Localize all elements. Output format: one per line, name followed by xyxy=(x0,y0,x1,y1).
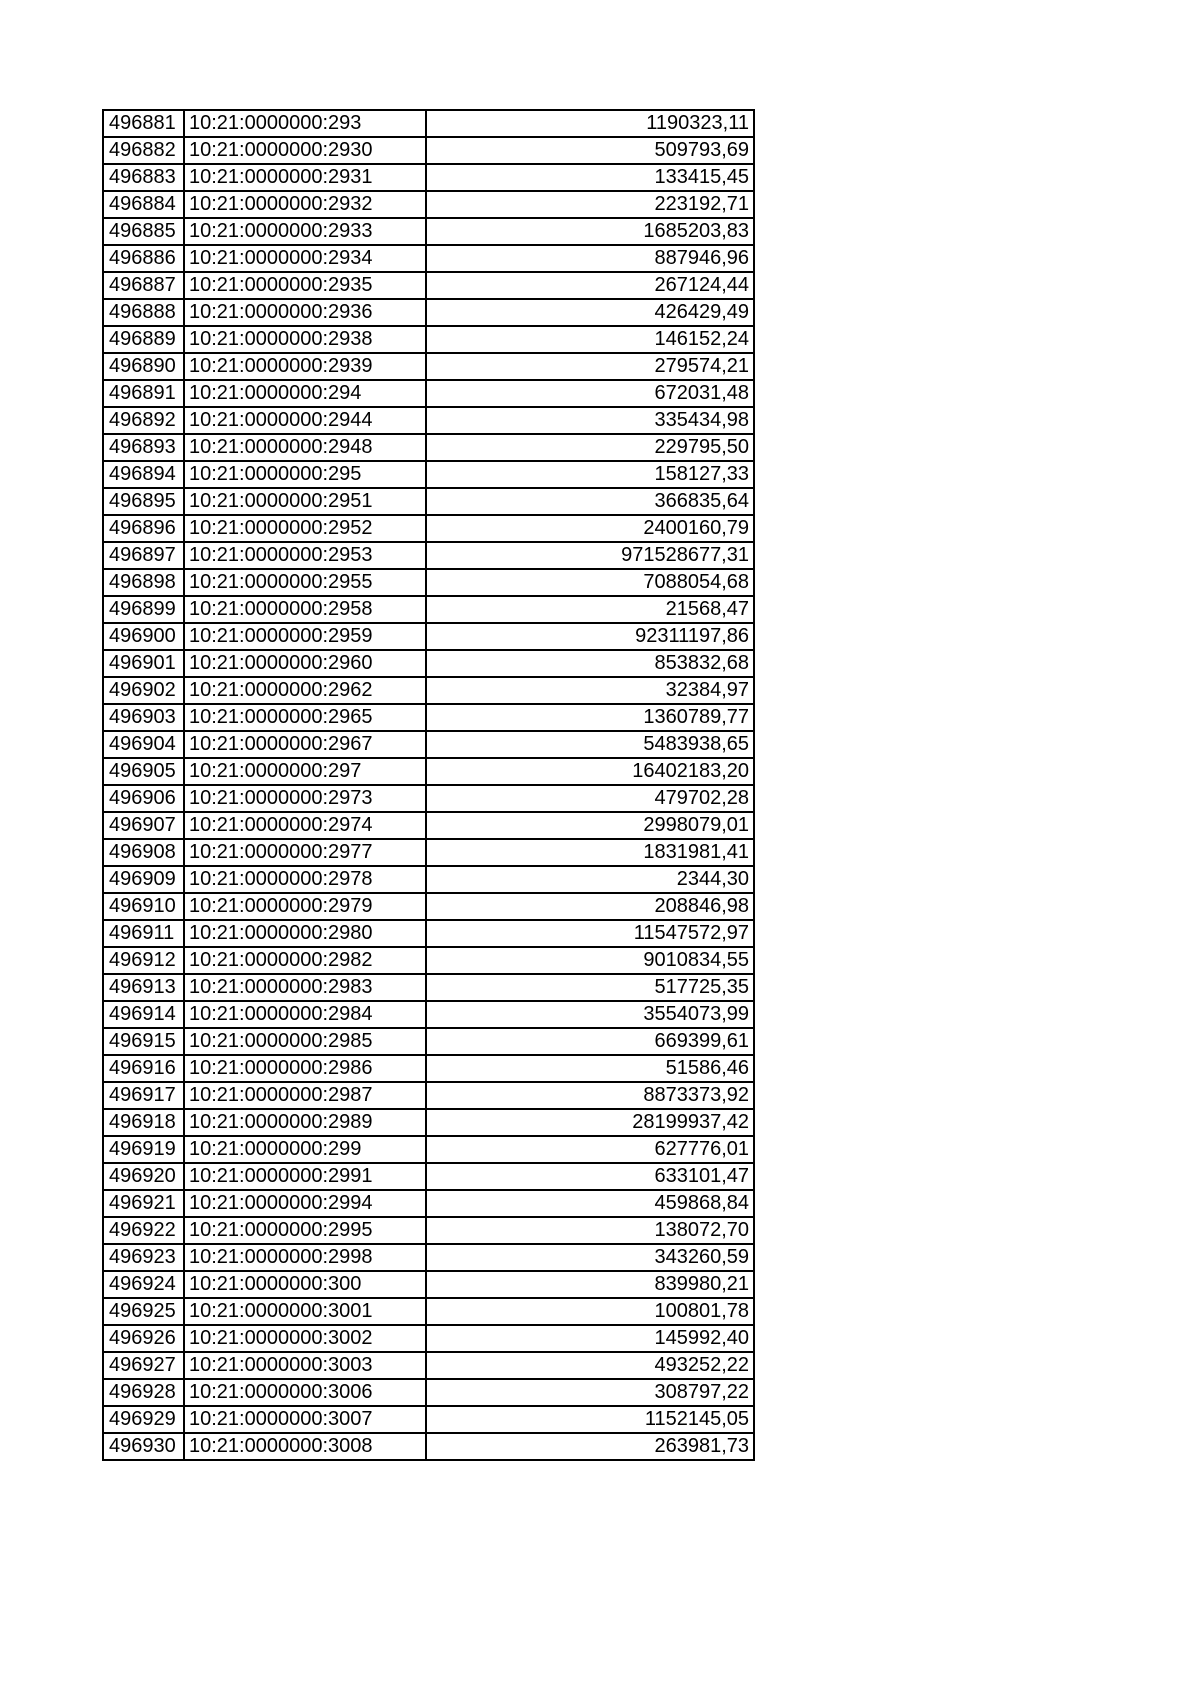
table-row xyxy=(103,434,754,461)
row-id-cell: 496905 xyxy=(103,758,184,785)
table-row xyxy=(103,1082,754,1109)
value-cell: 1831981,41 xyxy=(426,839,754,866)
value-cell: 100801,78 xyxy=(426,1298,754,1325)
table-row xyxy=(103,1244,754,1271)
table-row xyxy=(103,110,754,137)
value-cell: 853832,68 xyxy=(426,650,754,677)
cadastral-number-cell: 10:21:0000000:2962 xyxy=(184,677,426,704)
value-cell: 1152145,05 xyxy=(426,1406,754,1433)
table-row xyxy=(103,947,754,974)
value-cell: 517725,35 xyxy=(426,974,754,1001)
value-cell: 343260,59 xyxy=(426,1244,754,1271)
row-id-cell: 496910 xyxy=(103,893,184,920)
row-id-cell: 496921 xyxy=(103,1190,184,1217)
cadastral-number-cell: 10:21:0000000:2979 xyxy=(184,893,426,920)
cadastral-number-cell: 10:21:0000000:293 xyxy=(184,110,426,137)
table-row xyxy=(103,542,754,569)
value-cell: 1685203,83 xyxy=(426,218,754,245)
table-row xyxy=(103,407,754,434)
table-row xyxy=(103,731,754,758)
table-row xyxy=(103,1001,754,1028)
row-id-cell: 496885 xyxy=(103,218,184,245)
value-cell: 839980,21 xyxy=(426,1271,754,1298)
table-row xyxy=(103,596,754,623)
table-row xyxy=(103,245,754,272)
table-row xyxy=(103,299,754,326)
table-row xyxy=(103,623,754,650)
row-id-cell: 496887 xyxy=(103,272,184,299)
value-cell: 5483938,65 xyxy=(426,731,754,758)
value-cell: 7088054,68 xyxy=(426,569,754,596)
cadastral-number-cell: 10:21:0000000:2955 xyxy=(184,569,426,596)
cadastral-number-cell: 10:21:0000000:2989 xyxy=(184,1109,426,1136)
table-row xyxy=(103,839,754,866)
cadastral-number-cell: 10:21:0000000:2977 xyxy=(184,839,426,866)
table-row xyxy=(103,1028,754,1055)
value-cell: 158127,33 xyxy=(426,461,754,488)
table-row xyxy=(103,191,754,218)
row-id-cell: 496903 xyxy=(103,704,184,731)
table-row xyxy=(103,974,754,1001)
cadastral-number-cell: 10:21:0000000:299 xyxy=(184,1136,426,1163)
row-id-cell: 496927 xyxy=(103,1352,184,1379)
table-row xyxy=(103,677,754,704)
value-cell: 145992,40 xyxy=(426,1325,754,1352)
value-cell: 3554073,99 xyxy=(426,1001,754,1028)
cadastral-number-cell: 10:21:0000000:2952 xyxy=(184,515,426,542)
cadastral-number-cell: 10:21:0000000:2932 xyxy=(184,191,426,218)
cadastral-number-cell: 10:21:0000000:3006 xyxy=(184,1379,426,1406)
row-id-cell: 496925 xyxy=(103,1298,184,1325)
cadastral-number-cell: 10:21:0000000:2944 xyxy=(184,407,426,434)
row-id-cell: 496889 xyxy=(103,326,184,353)
cadastral-number-cell: 10:21:0000000:2983 xyxy=(184,974,426,1001)
row-id-cell: 496888 xyxy=(103,299,184,326)
cadastral-number-cell: 10:21:0000000:297 xyxy=(184,758,426,785)
row-id-cell: 496896 xyxy=(103,515,184,542)
data-table xyxy=(102,109,755,1461)
cadastral-number-cell: 10:21:0000000:2934 xyxy=(184,245,426,272)
table-row xyxy=(103,1055,754,1082)
value-cell: 1190323,11 xyxy=(426,110,754,137)
value-cell: 2998079,01 xyxy=(426,812,754,839)
cadastral-number-cell: 10:21:0000000:300 xyxy=(184,1271,426,1298)
table-row xyxy=(103,920,754,947)
cadastral-number-cell: 10:21:0000000:2985 xyxy=(184,1028,426,1055)
cadastral-number-cell: 10:21:0000000:2933 xyxy=(184,218,426,245)
row-id-cell: 496930 xyxy=(103,1433,184,1460)
value-cell: 138072,70 xyxy=(426,1217,754,1244)
table-row xyxy=(103,380,754,407)
value-cell: 51586,46 xyxy=(426,1055,754,1082)
cadastral-number-cell: 10:21:0000000:2994 xyxy=(184,1190,426,1217)
table-row xyxy=(103,1271,754,1298)
row-id-cell: 496913 xyxy=(103,974,184,1001)
value-cell: 21568,47 xyxy=(426,596,754,623)
table-row xyxy=(103,812,754,839)
row-id-cell: 496906 xyxy=(103,785,184,812)
table-row xyxy=(103,1217,754,1244)
cadastral-number-cell: 10:21:0000000:2959 xyxy=(184,623,426,650)
row-id-cell: 496894 xyxy=(103,461,184,488)
cadastral-number-cell: 10:21:0000000:2953 xyxy=(184,542,426,569)
cadastral-number-cell: 10:21:0000000:2939 xyxy=(184,353,426,380)
value-cell: 509793,69 xyxy=(426,137,754,164)
cadastral-number-cell: 10:21:0000000:2986 xyxy=(184,1055,426,1082)
table-row xyxy=(103,1163,754,1190)
row-id-cell: 496892 xyxy=(103,407,184,434)
cadastral-number-cell: 10:21:0000000:3001 xyxy=(184,1298,426,1325)
value-cell: 263981,73 xyxy=(426,1433,754,1460)
cadastral-number-cell: 10:21:0000000:2948 xyxy=(184,434,426,461)
value-cell: 459868,84 xyxy=(426,1190,754,1217)
cadastral-number-cell: 10:21:0000000:2978 xyxy=(184,866,426,893)
row-id-cell: 496895 xyxy=(103,488,184,515)
table-row xyxy=(103,461,754,488)
value-cell: 28199937,42 xyxy=(426,1109,754,1136)
value-cell: 335434,98 xyxy=(426,407,754,434)
value-cell: 308797,22 xyxy=(426,1379,754,1406)
table-row xyxy=(103,758,754,785)
cadastral-number-cell: 10:21:0000000:2951 xyxy=(184,488,426,515)
row-id-cell: 496883 xyxy=(103,164,184,191)
cadastral-number-cell: 10:21:0000000:294 xyxy=(184,380,426,407)
row-id-cell: 496890 xyxy=(103,353,184,380)
value-cell: 669399,61 xyxy=(426,1028,754,1055)
row-id-cell: 496912 xyxy=(103,947,184,974)
table-body xyxy=(103,110,754,1460)
value-cell: 133415,45 xyxy=(426,164,754,191)
cadastral-number-cell: 10:21:0000000:2982 xyxy=(184,947,426,974)
table-row xyxy=(103,1190,754,1217)
cadastral-number-cell: 10:21:0000000:2984 xyxy=(184,1001,426,1028)
row-id-cell: 496899 xyxy=(103,596,184,623)
value-cell: 92311197,86 xyxy=(426,623,754,650)
row-id-cell: 496884 xyxy=(103,191,184,218)
table-row xyxy=(103,650,754,677)
value-cell: 16402183,20 xyxy=(426,758,754,785)
table-row xyxy=(103,1325,754,1352)
row-id-cell: 496897 xyxy=(103,542,184,569)
value-cell: 887946,96 xyxy=(426,245,754,272)
table-row xyxy=(103,785,754,812)
row-id-cell: 496886 xyxy=(103,245,184,272)
value-cell: 672031,48 xyxy=(426,380,754,407)
row-id-cell: 496902 xyxy=(103,677,184,704)
row-id-cell: 496919 xyxy=(103,1136,184,1163)
value-cell: 1360789,77 xyxy=(426,704,754,731)
table-row xyxy=(103,218,754,245)
cadastral-number-cell: 10:21:0000000:3002 xyxy=(184,1325,426,1352)
table-row xyxy=(103,1433,754,1460)
table-row xyxy=(103,488,754,515)
table-row xyxy=(103,1406,754,1433)
cadastral-number-cell: 10:21:0000000:2980 xyxy=(184,920,426,947)
cadastral-number-cell: 10:21:0000000:3008 xyxy=(184,1433,426,1460)
row-id-cell: 496920 xyxy=(103,1163,184,1190)
row-id-cell: 496882 xyxy=(103,137,184,164)
row-id-cell: 496900 xyxy=(103,623,184,650)
cadastral-number-cell: 10:21:0000000:2938 xyxy=(184,326,426,353)
table-row xyxy=(103,893,754,920)
value-cell: 223192,71 xyxy=(426,191,754,218)
row-id-cell: 496923 xyxy=(103,1244,184,1271)
cadastral-number-cell: 10:21:0000000:2974 xyxy=(184,812,426,839)
cadastral-number-cell: 10:21:0000000:3003 xyxy=(184,1352,426,1379)
row-id-cell: 496898 xyxy=(103,569,184,596)
value-cell: 366835,64 xyxy=(426,488,754,515)
value-cell: 208846,98 xyxy=(426,893,754,920)
row-id-cell: 496908 xyxy=(103,839,184,866)
value-cell: 971528677,31 xyxy=(426,542,754,569)
cadastral-number-cell: 10:21:0000000:3007 xyxy=(184,1406,426,1433)
cadastral-number-cell: 10:21:0000000:2995 xyxy=(184,1217,426,1244)
row-id-cell: 496904 xyxy=(103,731,184,758)
row-id-cell: 496929 xyxy=(103,1406,184,1433)
value-cell: 267124,44 xyxy=(426,272,754,299)
value-cell: 9010834,55 xyxy=(426,947,754,974)
value-cell: 2344,30 xyxy=(426,866,754,893)
row-id-cell: 496916 xyxy=(103,1055,184,1082)
cadastral-number-cell: 10:21:0000000:2998 xyxy=(184,1244,426,1271)
cadastral-number-cell: 10:21:0000000:2967 xyxy=(184,731,426,758)
cadastral-number-cell: 10:21:0000000:2935 xyxy=(184,272,426,299)
row-id-cell: 496924 xyxy=(103,1271,184,1298)
row-id-cell: 496909 xyxy=(103,866,184,893)
value-cell: 279574,21 xyxy=(426,353,754,380)
row-id-cell: 496914 xyxy=(103,1001,184,1028)
row-id-cell: 496881 xyxy=(103,110,184,137)
row-id-cell: 496917 xyxy=(103,1082,184,1109)
cadastral-number-cell: 10:21:0000000:295 xyxy=(184,461,426,488)
row-id-cell: 496893 xyxy=(103,434,184,461)
row-id-cell: 496928 xyxy=(103,1379,184,1406)
value-cell: 8873373,92 xyxy=(426,1082,754,1109)
table-row xyxy=(103,704,754,731)
cadastral-number-cell: 10:21:0000000:2931 xyxy=(184,164,426,191)
table-row xyxy=(103,866,754,893)
value-cell: 633101,47 xyxy=(426,1163,754,1190)
cadastral-number-cell: 10:21:0000000:2930 xyxy=(184,137,426,164)
row-id-cell: 496891 xyxy=(103,380,184,407)
cadastral-number-cell: 10:21:0000000:2965 xyxy=(184,704,426,731)
value-cell: 493252,22 xyxy=(426,1352,754,1379)
cadastral-number-cell: 10:21:0000000:2936 xyxy=(184,299,426,326)
table-row xyxy=(103,1109,754,1136)
row-id-cell: 496901 xyxy=(103,650,184,677)
value-cell: 479702,28 xyxy=(426,785,754,812)
row-id-cell: 496918 xyxy=(103,1109,184,1136)
table-row xyxy=(103,137,754,164)
table-row xyxy=(103,326,754,353)
value-cell: 229795,50 xyxy=(426,434,754,461)
value-cell: 627776,01 xyxy=(426,1136,754,1163)
cadastral-number-cell: 10:21:0000000:2987 xyxy=(184,1082,426,1109)
cadastral-number-cell: 10:21:0000000:2973 xyxy=(184,785,426,812)
value-cell: 426429,49 xyxy=(426,299,754,326)
value-cell: 2400160,79 xyxy=(426,515,754,542)
table-row xyxy=(103,1298,754,1325)
value-cell: 32384,97 xyxy=(426,677,754,704)
row-id-cell: 496922 xyxy=(103,1217,184,1244)
table-row xyxy=(103,1352,754,1379)
row-id-cell: 496907 xyxy=(103,812,184,839)
cadastral-number-cell: 10:21:0000000:2958 xyxy=(184,596,426,623)
table-row xyxy=(103,164,754,191)
row-id-cell: 496911 xyxy=(103,920,184,947)
table-row xyxy=(103,1136,754,1163)
row-id-cell: 496915 xyxy=(103,1028,184,1055)
cadastral-number-cell: 10:21:0000000:2991 xyxy=(184,1163,426,1190)
table-row xyxy=(103,353,754,380)
table-row xyxy=(103,1379,754,1406)
value-cell: 146152,24 xyxy=(426,326,754,353)
cadastral-number-cell: 10:21:0000000:2960 xyxy=(184,650,426,677)
row-id-cell: 496926 xyxy=(103,1325,184,1352)
value-cell: 11547572,97 xyxy=(426,920,754,947)
table-row xyxy=(103,515,754,542)
table-row xyxy=(103,569,754,596)
table-row xyxy=(103,272,754,299)
